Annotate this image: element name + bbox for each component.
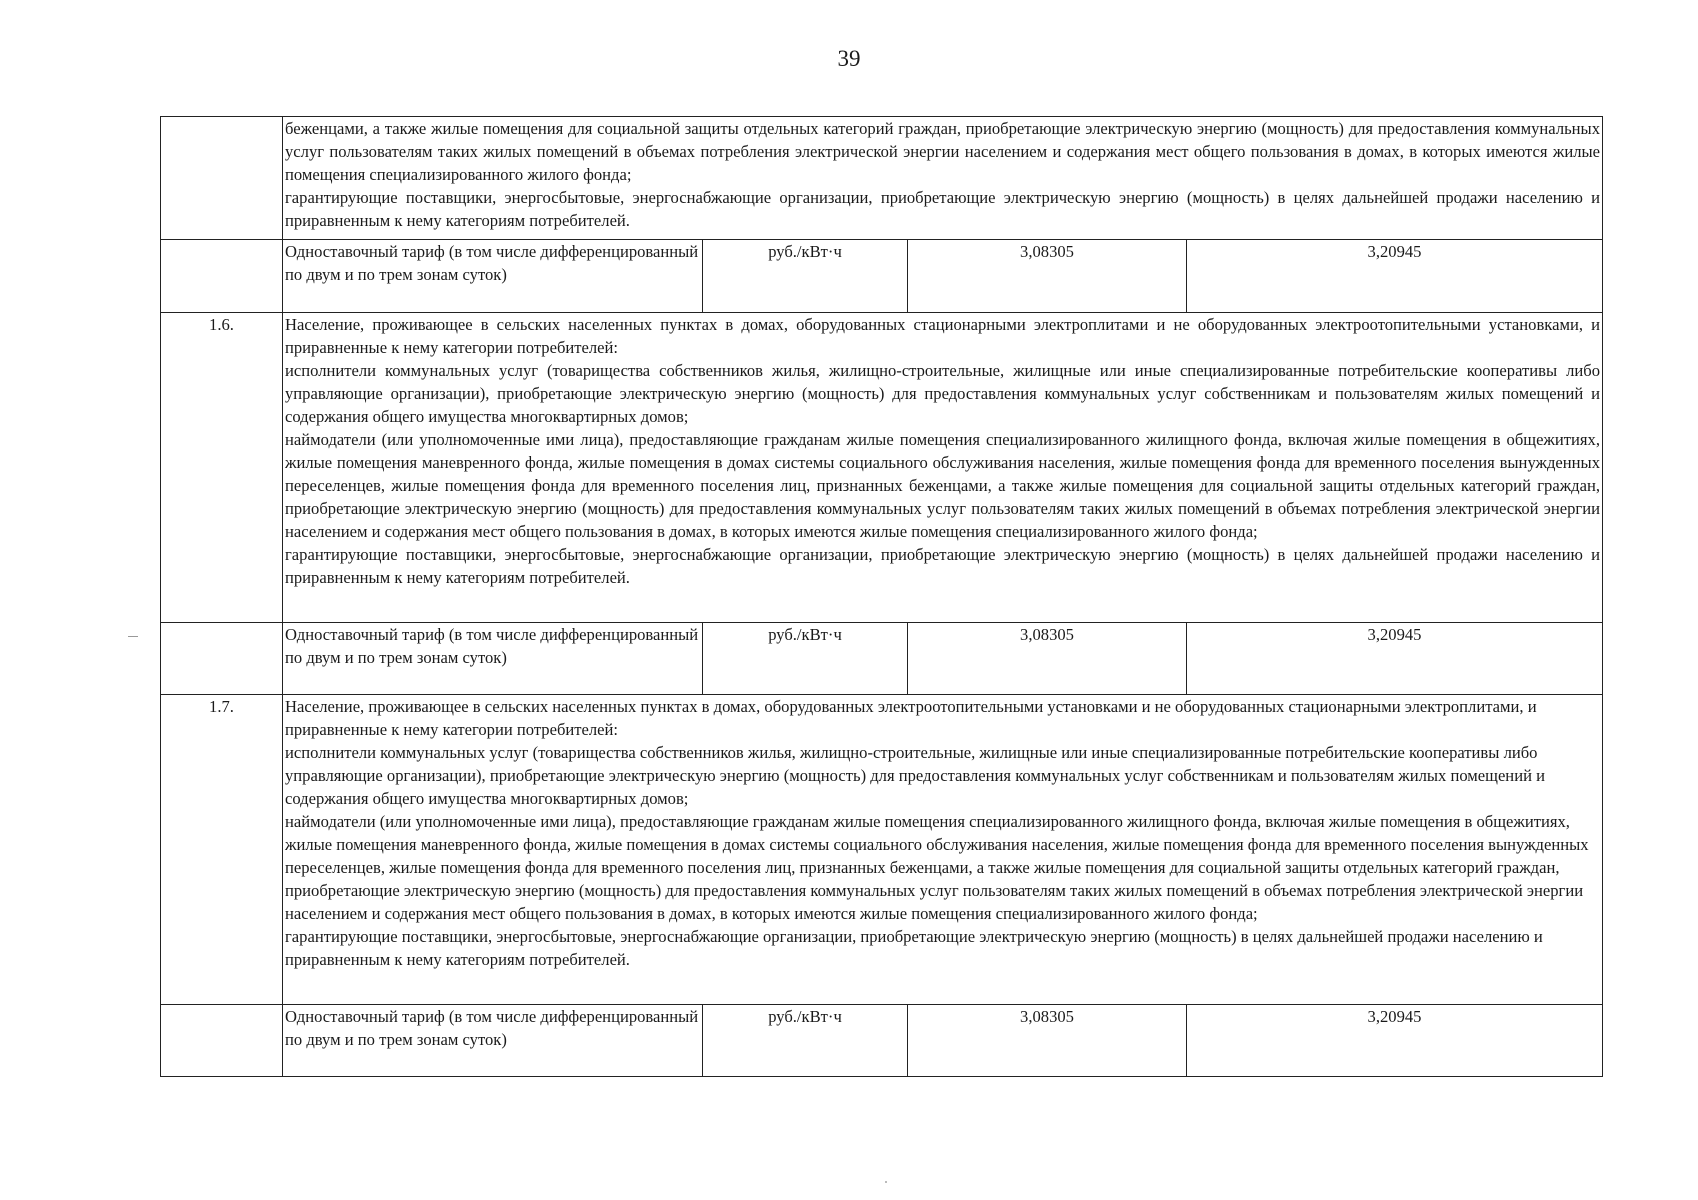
- description-paragraph: гарантирующие поставщики, энергосбытовые, энергоснабжающие организации, приобретающие электрическую энергию (мощность) в целях дальнейшей продажи населению и приравненным к нему категориям потребителей.: [285, 545, 1600, 587]
- tariff-row: [161, 240, 1603, 313]
- section-number: 1.7.: [161, 695, 283, 1005]
- tariff-value-first-half: 3,08305: [908, 623, 1187, 695]
- tariff-row: [161, 1005, 1603, 1077]
- section-description: [283, 117, 1603, 240]
- empty-number-cell: [161, 1005, 283, 1077]
- page-number: 39: [837, 46, 861, 71]
- tariff-row: [161, 623, 1603, 695]
- description-paragraph: наймодатели (или уполномоченные ими лица), предоставляющие гражданам жилые помещения специализированного жилищного фонда, включая жилые помещения в общежитиях, жилые помещения маневренного фонда, жилые помещения в домах системы социального обслуживания населения, жилые помещения фонда для временного поселения вынужденных переселенцев, жилые помещения фонда для временного поселения лиц, признанных беженцами, а также жилые помещения для социальной защиты отдельных категорий граждан, приобретающие электрическую энергию (мощность) для предоставления коммунальных услуг пользователям таких жилых помещений в объемах потребления электрической энергии населением и содержания мест общего пользования в домах, в которых имеются жилые помещения специализированного жилого фонда;: [285, 812, 1589, 923]
- description-paragraph: гарантирующие поставщики, энергосбытовые, энергоснабжающие организации, приобретающие электрическую энергию (мощность) в целях дальнейшей продажи населению и приравненным к нему категориям потребителей.: [285, 188, 1600, 230]
- description-paragraph: Население, проживающее в сельских населенных пунктах в домах, оборудованных стационарными электроплитами и не оборудованных электроотопительными установками, и приравненные к нему категории потребителей:: [285, 315, 1600, 357]
- tariff-value-second-half: 3,20945: [1187, 240, 1603, 313]
- scan-speck: [885, 1181, 887, 1183]
- tariff-name: Одноставочный тариф (в том числе дифференцированный по двум и по трем зонам суток): [283, 240, 703, 313]
- section-number: 1.6.: [161, 313, 283, 623]
- tariff-name: Одноставочный тариф (в том числе дифференцированный по двум и по трем зонам суток): [283, 1005, 703, 1077]
- tariff-value-first-half: 3,08305: [908, 240, 1187, 313]
- section-description: [283, 313, 1603, 623]
- section-description: [283, 695, 1603, 1005]
- tariff-unit: руб./кВт·ч: [703, 240, 908, 313]
- description-paragraph: гарантирующие поставщики, энергосбытовые, энергоснабжающие организации, приобретающие электрическую энергию (мощность) в целях дальнейшей продажи населению и приравненным к нему категориям потребителей.: [285, 927, 1543, 969]
- description-paragraph: Население, проживающее в сельских населенных пунктах в домах, оборудованных электроотопительными установками и не оборудованных стационарными электроплитами, и приравненные к нему категории потребителей:: [285, 697, 1537, 739]
- section-description-row: [161, 117, 1603, 240]
- section-number: [161, 117, 283, 240]
- description-paragraph: наймодатели (или уполномоченные ими лица), предоставляющие гражданам жилые помещения специализированного жилищного фонда, включая жилые помещения в общежитиях, жилые помещения маневренного фонда, жилые помещения в домах системы социального обслуживания населения, жилые помещения фонда для временного поселения вынужденных переселенцев, жилые помещения фонда для временного поселения лиц, признанных беженцами, а также жилые помещения для социальной защиты отдельных категорий граждан, приобретающие электрическую энергию (мощность) для предоставления коммунальных услуг пользователям таких жилых помещений в объемах потребления электрической энергии населением и содержания мест общего пользования в домах, в которых имеются жилые помещения специализированного жилого фонда;: [285, 430, 1600, 541]
- description-paragraph: исполнители коммунальных услуг (товарищества собственников жилья, жилищно-строительные, жилищные или иные специализированные потребительские кооперативы либо управляющие организации), приобретающие электрическую энергию (мощность) для предоставления коммунальных услуг собственникам и пользователям жилых помещений и содержания общего имущества многоквартирных домов;: [285, 361, 1600, 426]
- tariff-value-first-half: 3,08305: [908, 1005, 1187, 1077]
- tariff-table: [160, 116, 1603, 1077]
- description-paragraph: беженцами, а также жилые помещения для социальной защиты отдельных категорий граждан, приобретающие электрическую энергию (мощность) для предоставления коммунальных услуг пользователям таких жилых помещений в объемах потребления электрической энергии населением и содержания мест общего пользования в домах, в которых имеются жилые помещения специализированного жилого фонда;: [285, 119, 1600, 184]
- section-description-row: [161, 695, 1603, 1005]
- tariff-unit: руб./кВт·ч: [703, 623, 908, 695]
- tariff-value-second-half: 3,20945: [1187, 1005, 1603, 1077]
- description-paragraph: исполнители коммунальных услуг (товарищества собственников жилья, жилищно-строительные, жилищные или иные специализированные потребительские кооперативы либо управляющие организации), приобретающие электрическую энергию (мощность) для предоставления коммунальных услуг собственникам и пользователям жилых помещений и содержания общего имущества многоквартирных домов;: [285, 743, 1545, 808]
- tariff-value-second-half: 3,20945: [1187, 623, 1603, 695]
- margin-mark: [128, 636, 138, 637]
- empty-number-cell: [161, 623, 283, 695]
- section-description-row: [161, 313, 1603, 623]
- empty-number-cell: [161, 240, 283, 313]
- tariff-unit: руб./кВт·ч: [703, 1005, 908, 1077]
- tariff-name: Одноставочный тариф (в том числе дифференцированный по двум и по трем зонам суток): [283, 623, 703, 695]
